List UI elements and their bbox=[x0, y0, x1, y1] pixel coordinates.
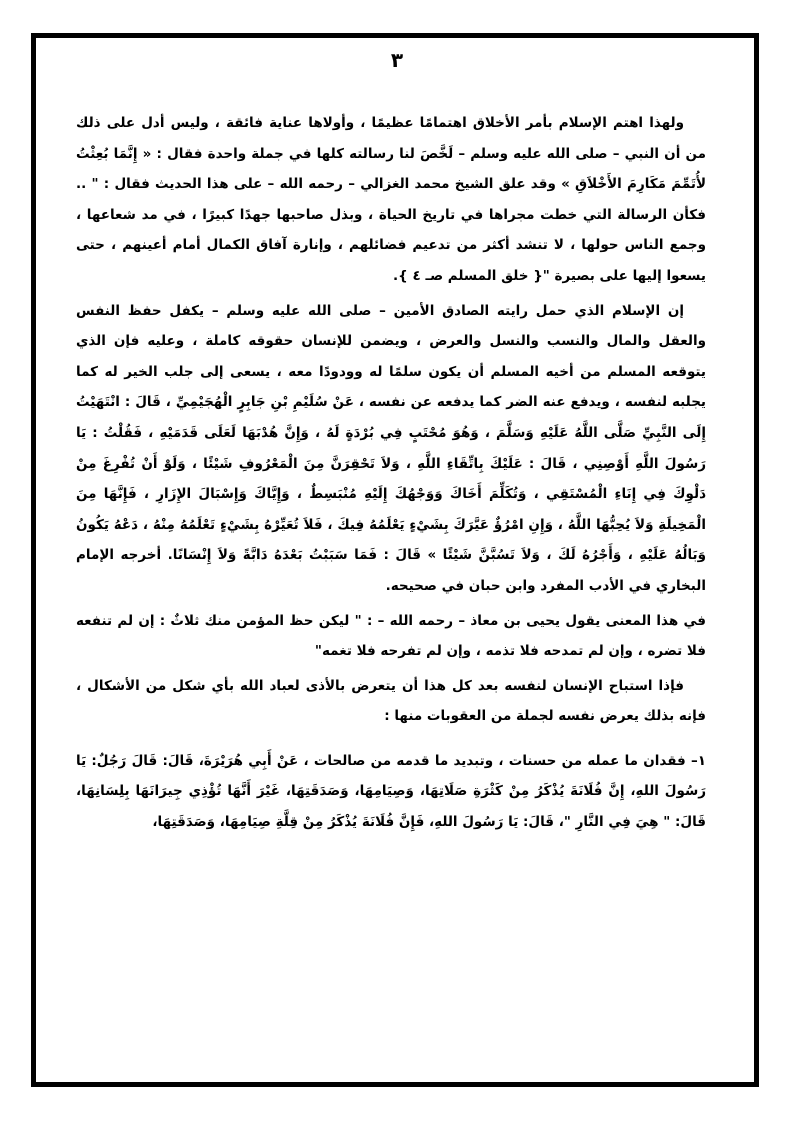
document-body bbox=[76, 108, 706, 842]
page-number: ٣ bbox=[390, 48, 404, 72]
paragraph-ethics-importance: ولهذا اهتم الإسلام بأمر الأخلاق اهتمامًا عظيمًا ، وأولاها عناية فائقة ، وليس أدل على ذلك من أن النبي – صلى الله عليه وسلم – لَخَّصَ لنا رسالته كلها في جملة واحدة فقال : « إِنَّمَا بُعِثْتُ لأُتَمِّمَ مَكَارِمَ الأَخْلاَقِ » وقد علق الشيخ محمد الغزالي – رحمه الله – على هذا الحديث فقال : " .. فكأن الرسالة التي خطت مجراها في تاريخ الحياة ، وبذل صاحبها جهدًا كبيرًا ، في مد شعاعها ، وجمع الناس حولها ، لا تنشد أكثر من تدعيم فضائلهم ، وإنارة آفاق الكمال أمام أعينهم ، حتى يسعوا إليها على بصيرة "{ خلق المسلم صـ ٤ }. bbox=[76, 115, 706, 284]
paragraph-islam-rights-hadith: إن الإسلام الذي حمل رايته الصادق الأمين – صلى الله عليه وسلم – يكفل حفظ النفس والعقل والمال والنسب والنسل والعرض ، ويضمن للإنسان حقوقه كاملة ، وعليه فإن الذي يتوقعه المسلم من أخيه المسلم أن يكون سلمًا له وودودًا معه ، يسعى إلى جلب الخير له كما يجلبه لنفسه ، ويدفع عنه الضر كما يدفعه عن نفسه ، عَنْ سُلَيْمِ بْنِ جَابِرٍ الْهُجَيْمِيِّ ، قَالَ : انْتَهَيْتُ إِلَى النَّبِيِّ صَلَّى اللَّهُ عَلَيْهِ وَسَلَّمَ ، وَهُوَ مُحْتَبٍ فِي بُرْدَةٍ لَهُ ، وَإِنَّ هُدْبَهَا لَعَلَى قَدَمَيْهِ ، فَقُلْتُ : يَا رَسُولَ اللَّهِ أَوْصِنِي ، قَالَ : عَلَيْكَ بِاتِّقَاءِ اللَّهِ ، وَلاَ تَحْقِرَنَّ مِنَ الْمَعْرُوفِ شَيْئًا ، وَلَوْ أَنْ تُفْرِغَ مِنْ دَلْوِكَ فِي إِنَاءِ الْمُسْتَقِي ، وَتُكَلِّمَ أَخَاكَ وَوَجْهُكَ إِلَيْهِ مُنْبَسِطٌ ، وَإِيَّاكَ وَإِسْبَالَ الإِزَارِ ، فَإِنَّهَا مِنَ الْمَخِيلَةِ وَلاَ يُحِبُّهَا اللَّهُ ، وَإِنِ امْرُؤٌ عَيَّرَكَ بِشَيْءٍ يَعْلَمُهُ فِيكَ ، فَلاَ تُعَيِّرْهُ بِشَيْءٍ تَعْلَمُهُ مِنْهُ ، دَعْهُ يَكُونُ وَبَالُهُ عَلَيْهِ ، وَأَجْرُهُ لَكَ ، وَلاَ تَسُبَّنَّ شَيْئًا » قَالَ : فَمَا سَبَبْتُ بَعْدَهُ دَابَّةً وَلاَ إِنْسَانًا. أخرجه الإمام البخاري في الأدب المفرد وابن حبان في صحيحه. bbox=[76, 302, 706, 594]
paragraph-punishment-one: ١– فقدان ما عمله من حسنات ، وتبديد ما قدمه من صالحات ، عَنْ أَبِي هُرَيْرَةَ، قَالَ: قَالَ رَجُلٌ: يَا رَسُولَ اللهِ، إِنَّ فُلَانَةَ يُذْكَرُ مِنْ كَثْرَةِ صَلَاتِهَا، وَصِيَامِهَا، وَصَدَقَتِهَا، غَيْرَ أَنَّهَا تُؤْذِي جِيرَانَهَا بِلِسَانِهَا، قَالَ: " هِيَ فِي النَّارِ "، قَالَ: يَا رَسُولَ اللهِ، فَإِنَّ فُلَانَةَ يُذْكَرُ مِنْ قِلَّةِ صِيَامِهَا، وَصَدَقَتِهَا، bbox=[76, 752, 706, 831]
paragraph-punishments-intro: فإذا استباح الإنسان لنفسه بعد كل هذا أن يتعرض بالأذى لعباد الله بأي شكل من الأشكال ، فإنه بذلك يعرض نفسه لجملة من العقوبات منها : bbox=[76, 677, 706, 725]
paragraph-yahya-quote: في هذا المعنى يقول يحيى بن معاذ – رحمه الله – : " ليكن حظ المؤمن منك ثلاثٌ : إن لم تنفعه فلا تضره ، وإن لم تمدحه فلا تذمه ، وإن لم تفرحه فلا تغمه" bbox=[76, 612, 706, 660]
